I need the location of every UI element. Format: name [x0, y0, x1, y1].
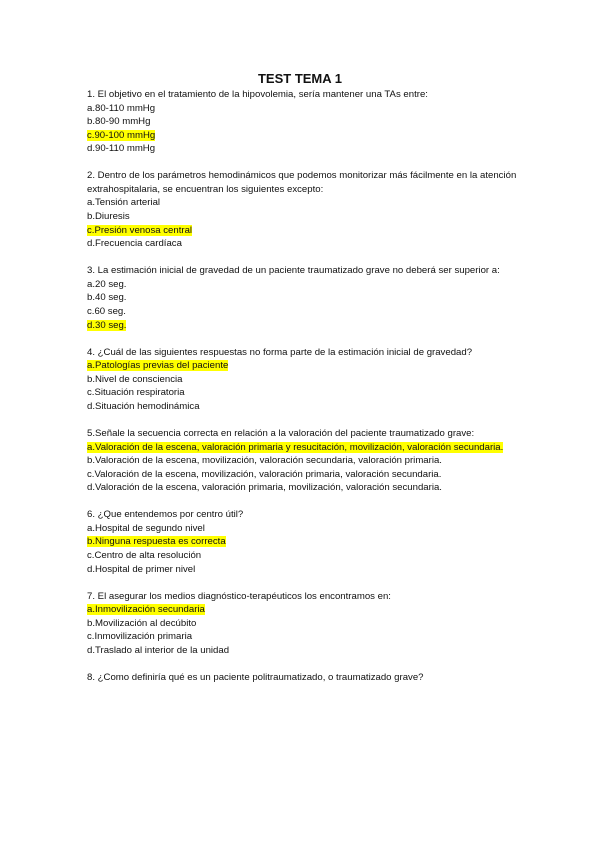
question-6 [87, 508, 527, 576]
question-4 [87, 346, 527, 414]
question-1 [87, 88, 527, 156]
answer-option-correct: d.30 seg. [87, 319, 127, 331]
answer-option: d.Valoración de la escena, valoración primaria, movilización, valoración secundaria. [87, 482, 442, 494]
answer-option-correct: c.90-100 mmHg [87, 129, 156, 141]
question-text: 8. ¿Como definiría qué es un paciente politraumatizado, o traumatizado grave? [87, 672, 424, 684]
question-text: 7. El asegurar los medios diagnóstico-terapéuticos los encontramos en: [87, 590, 391, 602]
answer-option: c.60 seg. [87, 305, 126, 317]
answer-option: c.Centro de alta resolución [87, 550, 202, 562]
question-list [87, 88, 527, 698]
answer-option-correct: a.Valoración de la escena, valoración primaria y resucitación, movilización, valoración secundaria. [87, 441, 504, 453]
question-text: 5.Señale la secuencia correcta en relación a la valoración del paciente traumatizado grave: [87, 428, 475, 439]
answer-option: c.Situación respiratoria [87, 387, 185, 399]
answer-option-correct: c.Presión venosa central [87, 224, 193, 236]
answer-option: d.Traslado al interior de la unidad [87, 644, 230, 656]
document-title: TEST TEMA 1 [257, 71, 343, 86]
question-text: 1. El objetivo en el tratamiento de la hipovolemia, sería mantener una TAs entre: [87, 89, 428, 100]
answer-option: b.40 seg. [87, 292, 127, 304]
answer-option: b.Movilización al decúbito [87, 617, 197, 629]
question-2 [87, 169, 527, 250]
answer-option: b.Nivel de consciencia [87, 373, 183, 385]
answer-option: c.Inmovilización primaria [87, 631, 193, 643]
answer-option: d.90-110 mmHg [87, 143, 156, 155]
question-5 [87, 427, 527, 495]
answer-option: b.Valoración de la escena, movilización, valoración secundaria, valoración primaria. [87, 455, 442, 467]
answer-option: b.Diuresis [87, 211, 130, 223]
answer-option-correct: a.Patologías previas del paciente [87, 360, 229, 372]
question-8 [87, 671, 527, 685]
question-text: 2. Dentro de los parámetros hemodinámicos que podemos monitorizar más fácilmente en la atención extrahospitalaria, se encuentran los siguientes excepto: [87, 170, 517, 195]
answer-option: c.Valoración de la escena, movilización, valoración primaria, valoración secundaria. [87, 468, 442, 480]
question-7 [87, 590, 527, 658]
answer-option: a.Tensión arterial [87, 197, 161, 209]
answer-option: a.Hospital de segundo nivel [87, 522, 205, 534]
question-text: 6. ¿Que entendemos por centro útil? [87, 509, 244, 521]
answer-option: d.Situación hemodinámica [87, 400, 200, 412]
answer-option: a.20 seg. [87, 278, 127, 290]
question-3 [87, 264, 527, 332]
answer-option: d.Frecuencia cardíaca [87, 238, 182, 250]
answer-option: b.80-90 mmHg [87, 116, 151, 128]
answer-option-correct: b.Ninguna respuesta es correcta [87, 536, 226, 548]
question-text: 3. La estimación inicial de gravedad de un paciente traumatizado grave no deberá ser superior a: [87, 265, 500, 277]
answer-option: a.80-110 mmHg [87, 102, 156, 114]
question-text: 4. ¿Cuál de las siguientes respuestas no forma parte de la estimación inicial de gravedad? [87, 346, 473, 358]
answer-option: d.Hospital de primer nivel [87, 563, 196, 575]
answer-option-correct: a.Inmovilización secundaria [87, 604, 205, 616]
